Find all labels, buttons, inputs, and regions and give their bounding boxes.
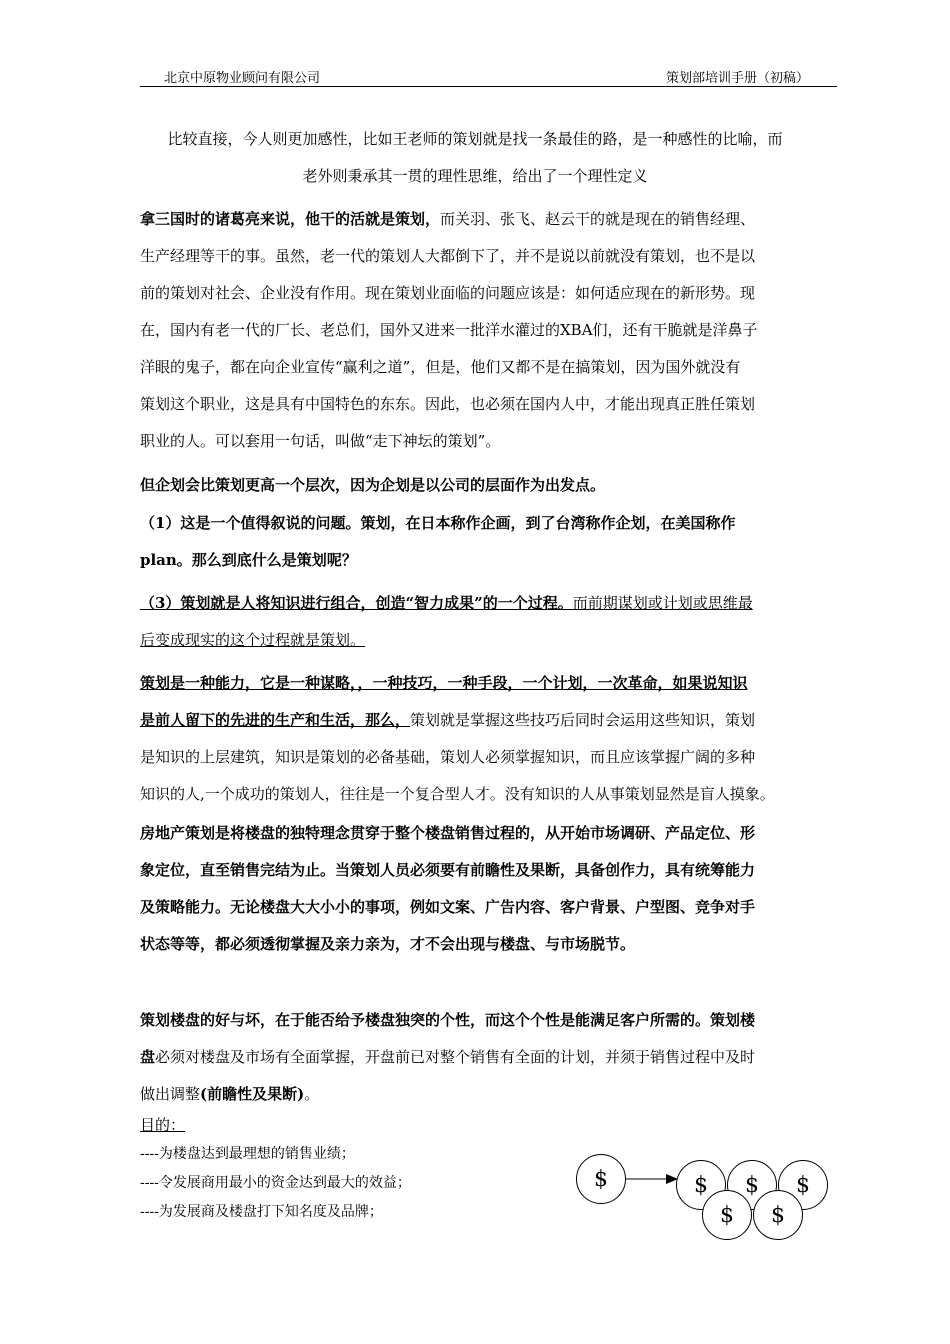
para3-line-2: plan。那么到底什么是策划呢？ bbox=[140, 551, 357, 569]
coin-1: $ bbox=[676, 1160, 726, 1210]
goal-item-1: ----为楼盘达到最理想的销售业绩； bbox=[140, 1146, 355, 1162]
para5-line-4: 知识的人,一个成功的策划人，往往是一个复合型人才。没有知识的人从事策划显然是盲人摸象。 bbox=[140, 785, 775, 803]
para4-text: 而前期谋划或计划或思维最 bbox=[572, 594, 753, 612]
coin-source: $ bbox=[576, 1154, 626, 1204]
para7-post: 。 bbox=[304, 1085, 320, 1103]
coin-4: $ bbox=[702, 1190, 752, 1240]
intro-line-1: 比较直接，今人则更加感性，比如王老师的策划就是找一条最佳的路，是一种感性的比喻，而 bbox=[167, 130, 783, 148]
para1-bold: 拿三国时的诸葛亮来说，他干的活就是策划， bbox=[140, 210, 441, 228]
goals-title: 目的： bbox=[140, 1116, 186, 1134]
para4-line-1 bbox=[140, 592, 753, 613]
para2: 但企划会比策划更高一个层次，因为企划是以公司的层面作为出发点。 bbox=[140, 476, 606, 494]
header-company: 北京中原物业顾问有限公司 bbox=[164, 71, 321, 86]
para3-line-1: （1）这是一个值得叙说的问题。策划，在日本称作企画，到了台湾称作企划，在美国称作 bbox=[140, 514, 736, 532]
para5-line-1: 策划是一种能力，它是一种谋略，，一种技巧，一种手段，一个计划，一次革命，如果说知识 bbox=[140, 674, 748, 692]
para7-bold: 盘 bbox=[140, 1048, 156, 1066]
para7-text: 必须对楼盘及市场有全面掌握，开盘前已对整个销售有全面的计划，并须于销售过程中及时 bbox=[155, 1048, 756, 1066]
para1-line-6: 策划这个职业，这是具有中国特色的东东。因此，也必须在国内人中，才能出现真正胜任策划 bbox=[140, 395, 756, 413]
coin-5: $ bbox=[753, 1190, 803, 1240]
para1-line-7: 职业的人。可以套用一句话，叫做“走下神坛的策划”。 bbox=[140, 432, 501, 450]
coin-2: $ bbox=[727, 1160, 777, 1210]
para5-bold: 是前人留下的先进的生产和生活，那么， bbox=[140, 711, 411, 729]
para7-bold-2: (前瞻性及果断) bbox=[200, 1085, 305, 1103]
goal-item-3: ----为发展商及楼盘打下知名度及品牌； bbox=[140, 1204, 383, 1220]
intro-line-2: 老外则秉承其一贯的理性思维，给出了一个理性定义 bbox=[302, 167, 648, 185]
para5-text: 策划就是掌握这些技巧后同时会运用这些知识，策划 bbox=[410, 711, 756, 729]
para6-line-3: 及策略能力。无论楼盘大大小小的事项，例如文案、广告内容、客户背景、户型图、竞争对手 bbox=[140, 898, 756, 916]
para1-line-4: 在，国内有老一代的厂长、老总们，国外又进来一批洋水灌过的XBA们，还有干脆就是洋鼻子 bbox=[140, 321, 758, 339]
para1-text: 而关羽、张飞、赵云干的就是现在的销售经理、 bbox=[440, 210, 756, 228]
para7-line-3 bbox=[140, 1083, 319, 1104]
para6-line-2: 象定位，直至销售完结为止。当策划人员必须要有前瞻性及果断，具备创作力，具有统筹能力 bbox=[140, 861, 756, 879]
arrow-right-icon bbox=[626, 1172, 678, 1186]
para4-line-2: 后变成现实的这个过程就是策划。 bbox=[140, 631, 366, 649]
para1-line-5: 洋眼的鬼子，都在向企业宣传“赢利之道”，但是，他们又都不是在搞策划，因为国外就没有 bbox=[140, 358, 741, 376]
para7-line-1: 策划楼盘的好与坏，在于能否给予楼盘独突的个性，而这个个性是能满足客户所需的。策划楼 bbox=[140, 1011, 756, 1029]
para6-line-1: 房地产策划是将楼盘的独特理念贯穿于整个楼盘销售过程的，从开始市场调研、产品定位、形 bbox=[140, 824, 756, 842]
coin-3: $ bbox=[778, 1160, 828, 1210]
page-header bbox=[140, 64, 837, 87]
para1-line-1 bbox=[140, 208, 755, 229]
para7-pre: 做出调整 bbox=[140, 1085, 201, 1103]
para5-line-2 bbox=[140, 709, 755, 730]
para1-line-3: 前的策划对社会、企业没有作用。现在策划业面临的问题应该是：如何适应现在的新形势。现 bbox=[140, 284, 756, 302]
goal-item-2: ----令发展商用最小的资金达到最大的效益； bbox=[140, 1175, 411, 1191]
para5-line-3: 是知识的上层建筑，知识是策划的必备基础，策划人必须掌握知识，而且应该掌握广阔的多种 bbox=[140, 748, 756, 766]
header-manual-title: 策划部培训手册（初稿） bbox=[665, 71, 809, 86]
para7-line-2 bbox=[140, 1046, 755, 1067]
para6-line-4: 状态等等，都必须透彻掌握及亲力亲为，才不会出现与楼盘、与市场脱节。 bbox=[140, 935, 636, 953]
para1-line-2: 生产经理等干的事。虽然，老一代的策划人大都倒下了，并不是说以前就没有策划，也不是以 bbox=[140, 247, 756, 265]
money-diagram bbox=[570, 1150, 840, 1250]
para4-bold: （3）策划就是人将知识进行组合，创造“智力成果”的一个过程。 bbox=[140, 594, 573, 612]
